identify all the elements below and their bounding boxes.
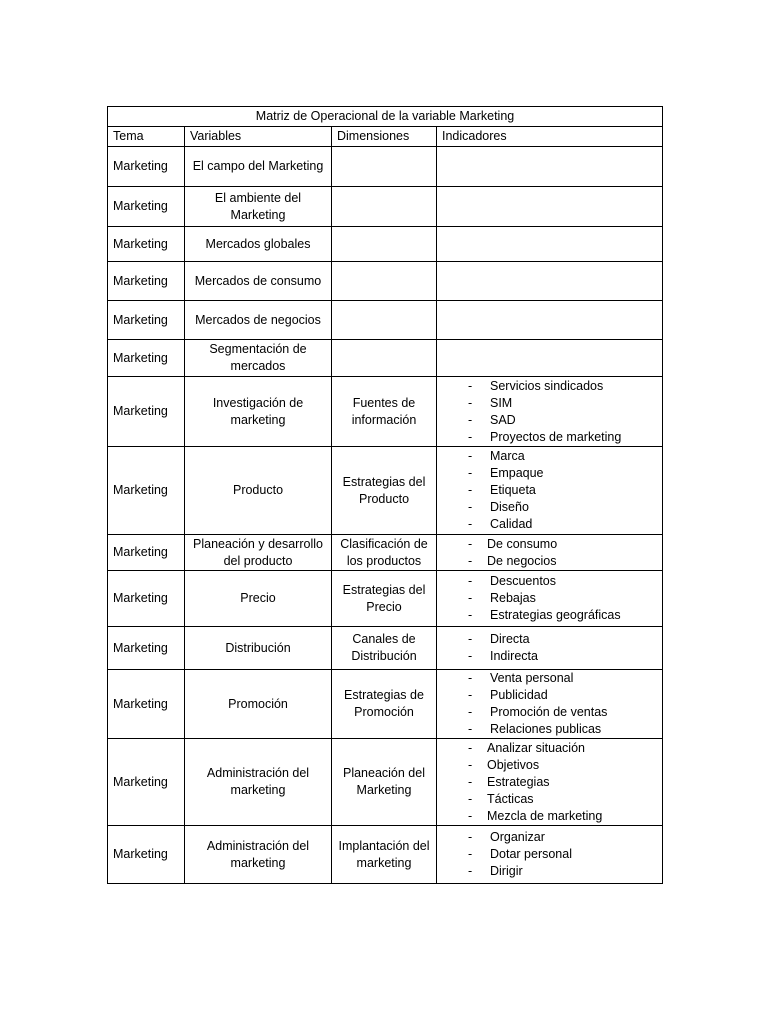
- indicator-item: [442, 829, 657, 846]
- cell-indicadores: [437, 227, 663, 262]
- bullet-dash: -: [468, 808, 473, 823]
- indicator-text: De negocios: [487, 553, 557, 568]
- indicator-text: Objetivos: [487, 757, 540, 772]
- indicator-item: [442, 808, 657, 825]
- table-row: [108, 670, 663, 739]
- bullet-dash: -: [468, 722, 473, 736]
- indicator-list: [442, 740, 657, 825]
- bullet-dash: -: [468, 574, 473, 588]
- table-row: [108, 739, 663, 826]
- indicator-text: Tácticas: [487, 791, 534, 806]
- cell-tema: Marketing: [108, 301, 185, 340]
- cell-tema: Marketing: [108, 535, 185, 571]
- cell-variable: Administración del marketing: [185, 826, 332, 884]
- indicator-item: [442, 590, 657, 607]
- bullet-dash: -: [468, 517, 473, 531]
- indicator-text: De consumo: [487, 536, 558, 551]
- indicator-item: [442, 412, 657, 429]
- indicator-item: [442, 395, 657, 412]
- header-row: [108, 127, 663, 147]
- cell-dimension: Clasificación de los productos: [332, 535, 437, 571]
- indicator-item: [442, 631, 657, 648]
- bullet-dash: -: [468, 847, 473, 861]
- cell-variable: Mercados de consumo: [185, 262, 332, 301]
- table-row: [108, 447, 663, 535]
- indicator-text: Etiqueta: [490, 483, 536, 497]
- indicator-text: Indirecta: [490, 649, 538, 663]
- indicator-list: [442, 631, 657, 665]
- cell-variable: Producto: [185, 447, 332, 535]
- indicator-item: [442, 499, 657, 516]
- indicator-item: [442, 670, 657, 687]
- indicator-text: SIM: [490, 395, 513, 410]
- indicator-list: [442, 573, 657, 624]
- cell-indicadores: [437, 447, 663, 535]
- indicator-list: [442, 448, 657, 533]
- operational-matrix-table: [107, 106, 663, 884]
- indicator-item: [442, 607, 657, 624]
- bullet-dash: -: [468, 830, 473, 844]
- table-row: [108, 826, 663, 884]
- indicator-text: Dirigir: [490, 864, 523, 878]
- bullet-dash: -: [468, 791, 473, 806]
- cell-tema: Marketing: [108, 147, 185, 187]
- indicator-text: Rebajas: [490, 591, 536, 605]
- table-row: [108, 377, 663, 447]
- bullet-dash: -: [468, 705, 473, 719]
- indicator-text: Estrategias geográficas: [490, 608, 621, 622]
- bullet-dash: -: [468, 608, 473, 622]
- indicator-text: Organizar: [490, 830, 545, 844]
- indicator-text: Promoción de ventas: [490, 705, 608, 719]
- indicator-text: Calidad: [490, 517, 533, 531]
- indicator-item: [442, 448, 657, 465]
- cell-variable: Planeación y desarrollo del producto: [185, 535, 332, 571]
- bullet-dash: -: [468, 688, 473, 702]
- bullet-dash: -: [468, 740, 473, 755]
- indicator-item: [442, 516, 657, 533]
- cell-indicadores: [437, 739, 663, 826]
- indicator-item: [442, 573, 657, 590]
- header-dimensiones: Dimensiones: [332, 127, 437, 147]
- cell-variable: Administración del marketing: [185, 739, 332, 826]
- indicator-item: [442, 429, 657, 446]
- cell-indicadores: [437, 627, 663, 670]
- cell-indicadores: [437, 340, 663, 377]
- cell-variable: Mercados de negocios: [185, 301, 332, 340]
- indicator-item: [442, 863, 657, 880]
- header-tema: Tema: [108, 127, 185, 147]
- cell-variable: El ambiente del Marketing: [185, 187, 332, 227]
- indicator-list: [442, 829, 657, 880]
- indicator-item: [442, 721, 657, 738]
- indicator-text: Descuentos: [490, 574, 557, 588]
- bullet-dash: -: [468, 536, 473, 551]
- table-row: [108, 147, 663, 187]
- cell-dimension: [332, 147, 437, 187]
- bullet-dash: -: [468, 429, 473, 444]
- cell-tema: Marketing: [108, 262, 185, 301]
- cell-dimension: Canales de Distribución: [332, 627, 437, 670]
- title-row: [108, 107, 663, 127]
- table-row: [108, 227, 663, 262]
- cell-tema: Marketing: [108, 377, 185, 447]
- indicator-item: [442, 553, 657, 570]
- bullet-dash: -: [468, 466, 473, 480]
- table-row: [108, 301, 663, 340]
- cell-variable: Promoción: [185, 670, 332, 739]
- bullet-dash: -: [468, 395, 473, 410]
- bullet-dash: -: [468, 500, 473, 514]
- cell-dimension: [332, 262, 437, 301]
- cell-dimension: Estrategias del Producto: [332, 447, 437, 535]
- indicator-item: [442, 687, 657, 704]
- cell-indicadores: [437, 187, 663, 227]
- indicator-item: [442, 465, 657, 482]
- cell-dimension: [332, 227, 437, 262]
- indicator-item: [442, 378, 657, 395]
- header-variables: Variables: [185, 127, 332, 147]
- table-row: [108, 535, 663, 571]
- table-title: Matriz de Operacional de la variable Marketing: [108, 107, 663, 127]
- indicator-text: Directa: [490, 632, 530, 646]
- indicator-item: [442, 740, 657, 757]
- indicator-text: SAD: [490, 412, 516, 427]
- indicator-text: Diseño: [490, 500, 529, 514]
- matrix-body: [108, 107, 663, 884]
- bullet-dash: -: [468, 864, 473, 878]
- table-row: [108, 340, 663, 377]
- table-row: [108, 187, 663, 227]
- bullet-dash: -: [468, 632, 473, 646]
- indicator-text: Analizar situación: [487, 740, 585, 755]
- cell-dimension: [332, 187, 437, 227]
- cell-tema: Marketing: [108, 340, 185, 377]
- indicator-text: Mezcla de marketing: [487, 808, 603, 823]
- cell-indicadores: [437, 377, 663, 447]
- bullet-dash: -: [468, 649, 473, 663]
- cell-tema: Marketing: [108, 187, 185, 227]
- cell-tema: Marketing: [108, 447, 185, 535]
- bullet-dash: -: [468, 553, 473, 568]
- indicator-text: Publicidad: [490, 688, 548, 702]
- indicator-item: [442, 536, 657, 553]
- bullet-dash: -: [468, 412, 473, 427]
- header-indicadores: Indicadores: [437, 127, 663, 147]
- bullet-dash: -: [468, 757, 473, 772]
- indicator-item: [442, 704, 657, 721]
- indicator-item: [442, 757, 657, 774]
- cell-indicadores: [437, 535, 663, 571]
- cell-tema: Marketing: [108, 571, 185, 627]
- cell-variable: Distribución: [185, 627, 332, 670]
- bullet-dash: -: [468, 671, 473, 685]
- cell-dimension: Estrategias del Precio: [332, 571, 437, 627]
- indicator-text: Proyectos de marketing: [490, 429, 622, 444]
- indicator-list: [442, 670, 657, 738]
- cell-variable: El campo del Marketing: [185, 147, 332, 187]
- indicator-item: [442, 791, 657, 808]
- indicator-text: Relaciones publicas: [490, 722, 602, 736]
- cell-indicadores: [437, 262, 663, 301]
- indicator-item: [442, 648, 657, 665]
- cell-dimension: Fuentes de información: [332, 377, 437, 447]
- indicator-item: [442, 774, 657, 791]
- cell-dimension: Implantación del marketing: [332, 826, 437, 884]
- indicator-text: Servicios sindicados: [490, 378, 604, 393]
- cell-variable: Mercados globales: [185, 227, 332, 262]
- cell-indicadores: [437, 571, 663, 627]
- cell-dimension: Planeación del Marketing: [332, 739, 437, 826]
- cell-dimension: [332, 301, 437, 340]
- table-row: [108, 262, 663, 301]
- cell-indicadores: [437, 147, 663, 187]
- bullet-dash: -: [468, 774, 473, 789]
- cell-tema: Marketing: [108, 826, 185, 884]
- indicator-list: [442, 536, 657, 570]
- indicator-text: Empaque: [490, 466, 544, 480]
- table-row: [108, 571, 663, 627]
- indicator-text: Venta personal: [490, 671, 574, 685]
- cell-tema: Marketing: [108, 627, 185, 670]
- bullet-dash: -: [468, 483, 473, 497]
- cell-indicadores: [437, 670, 663, 739]
- cell-dimension: [332, 340, 437, 377]
- cell-tema: Marketing: [108, 739, 185, 826]
- cell-tema: Marketing: [108, 227, 185, 262]
- cell-indicadores: [437, 301, 663, 340]
- indicator-item: [442, 846, 657, 863]
- bullet-dash: -: [468, 378, 473, 393]
- indicator-list: [442, 378, 657, 446]
- cell-variable: Segmentación de mercados: [185, 340, 332, 377]
- table-row: [108, 627, 663, 670]
- bullet-dash: -: [468, 591, 473, 605]
- cell-tema: Marketing: [108, 670, 185, 739]
- indicator-text: Dotar personal: [490, 847, 572, 861]
- indicator-text: Estrategias: [487, 774, 550, 789]
- bullet-dash: -: [468, 449, 473, 463]
- cell-dimension: Estrategias de Promoción: [332, 670, 437, 739]
- cell-indicadores: [437, 826, 663, 884]
- indicator-item: [442, 482, 657, 499]
- cell-variable: Investigación de marketing: [185, 377, 332, 447]
- cell-variable: Precio: [185, 571, 332, 627]
- indicator-text: Marca: [490, 449, 525, 463]
